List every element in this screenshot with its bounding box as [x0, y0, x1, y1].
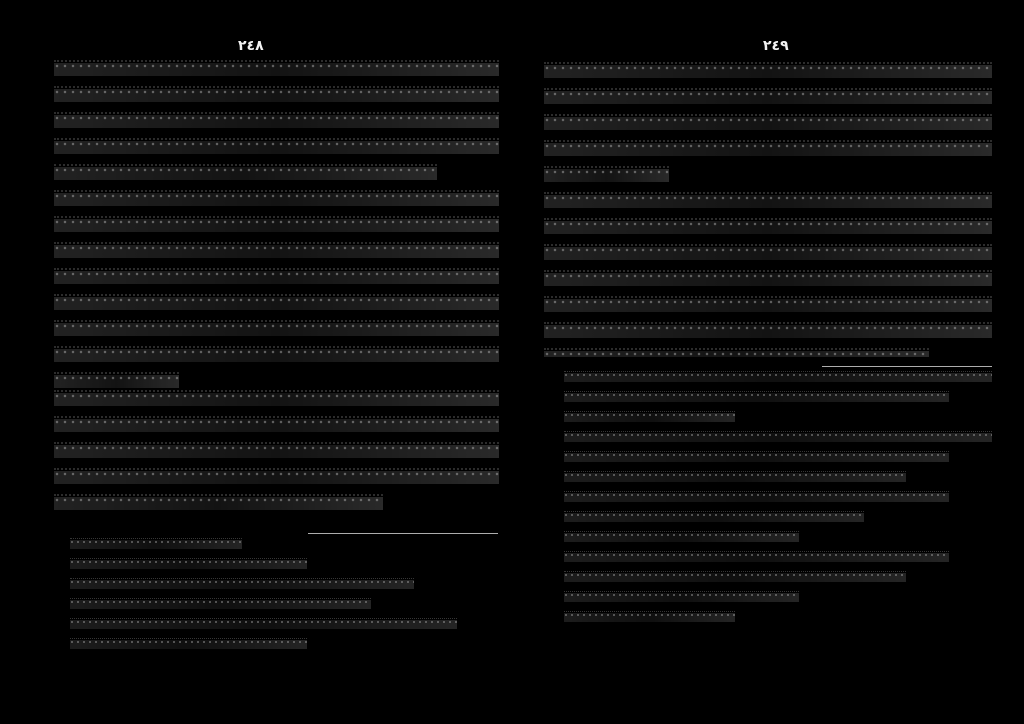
footnote-line	[70, 558, 307, 569]
text-line	[54, 190, 499, 206]
footnote-line	[564, 491, 949, 502]
footnote-line	[70, 638, 307, 649]
text-line	[544, 166, 669, 182]
text-line	[54, 86, 499, 102]
left-continued-text	[54, 390, 499, 518]
text-line	[54, 372, 179, 388]
left-footnotes	[70, 538, 500, 658]
text-line	[54, 294, 499, 310]
right-footnotes	[564, 371, 992, 673]
text-line	[54, 242, 499, 258]
text-line	[544, 140, 992, 156]
right-page	[512, 0, 1024, 724]
footnote-line	[564, 471, 906, 482]
text-line	[54, 346, 499, 362]
left-page-number: ٢٤٨	[238, 38, 264, 54]
left-main-text	[54, 60, 499, 389]
text-line	[54, 416, 499, 432]
footnote-line	[564, 371, 992, 382]
text-line	[544, 270, 992, 286]
text-line	[544, 348, 929, 357]
text-line	[544, 244, 992, 260]
footnote-line	[564, 451, 949, 462]
text-line	[54, 112, 499, 128]
text-line	[544, 114, 992, 130]
text-line	[544, 88, 992, 104]
footnote-line	[70, 618, 457, 629]
text-line	[54, 442, 499, 458]
text-line	[54, 60, 499, 76]
text-line	[54, 138, 499, 154]
footnote-line	[70, 578, 414, 589]
text-line	[54, 468, 499, 484]
footnote-line	[564, 431, 992, 442]
footnote-divider	[822, 366, 992, 367]
footnote-line	[564, 551, 949, 562]
right-page-number: ٢٤٩	[763, 38, 789, 54]
right-main-text	[544, 62, 992, 357]
footnote-line	[70, 598, 371, 609]
text-line	[54, 494, 383, 510]
footnote-line	[564, 411, 735, 422]
text-line	[544, 322, 992, 338]
text-line	[544, 218, 992, 234]
footnote-line	[70, 538, 242, 549]
footnote-line	[564, 571, 906, 582]
text-line	[544, 192, 992, 208]
text-line	[54, 390, 499, 406]
text-line	[54, 216, 499, 232]
text-line	[544, 296, 992, 312]
footnote-line	[564, 391, 949, 402]
footnote-divider	[308, 533, 498, 534]
text-line	[54, 164, 437, 180]
footnote-line	[564, 611, 735, 622]
text-line	[54, 320, 499, 336]
footnote-line	[564, 511, 864, 522]
text-line	[544, 62, 992, 78]
footnote-line	[564, 591, 799, 602]
footnote-line	[564, 531, 799, 542]
text-line	[54, 268, 499, 284]
